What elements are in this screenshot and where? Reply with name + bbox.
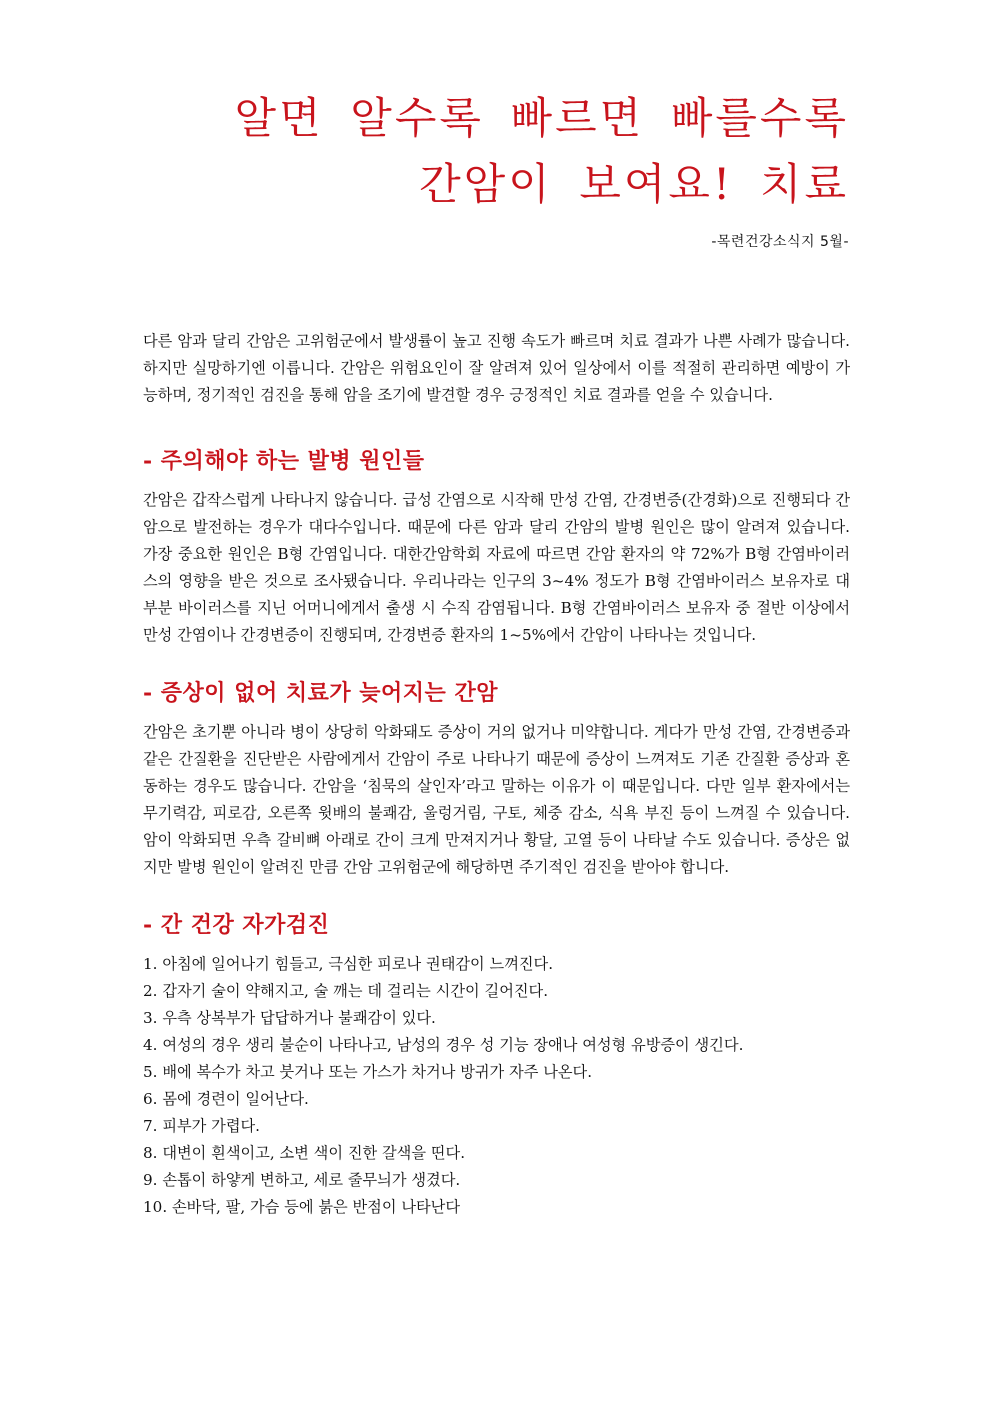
section-body-symptoms: 간암은 초기뿐 아니라 병이 상당히 악화돼도 증상이 거의 없거나 미약합니다. 게다가 만성 간염, 간경변증과 같은 간질환을 진단받은 사람에게서 간암이 주로 나타나기 때문에 증상이 느껴져도 기존 간질환 증상과 혼동하는 경우도 많습니다. 간암을 ‘침묵의 살인자’라고 말하는 이유가 이 때문입니다. 다만 일부 환자에서는 무기력감, 피로감, 오른쪽 윗배의 불쾌감, 울렁거림, 구토, 체중 감소, 식욕 부진 등이 느껴질 수 있습니다. 암이 악화되면 우측 갈비뼈 아래로 간이 크게 만져지거나 황달, 고열 등이 나타날 수도 있습니다. 증상은 없지만 발병 원인이 알려진 만큼 간암 고위험군에 해당하면 주기적인 검진을 받아야 합니다. [143, 723, 850, 876]
section-heading-symptoms: - 증상이 없어 치료가 늦어지는 간암 [143, 680, 498, 706]
list-item: 7. 피부가 가렵다. [143, 1117, 261, 1135]
title-line-2: 간암이 보여요! 치료 [419, 160, 849, 210]
self-check-list [143, 951, 850, 1221]
list-item: 1. 아침에 일어나기 힘들고, 극심한 피로나 권태감이 느껴진다. [143, 955, 554, 973]
intro-paragraph: 다른 암과 달리 간암은 고위험군에서 발생률이 높고 진행 속도가 빠르며 치료 결과가 나쁜 사례가 많습니다. 하지만 실망하기엔 이릅니다. 간암은 위험요인이 잘 알려져 있어 일상에서 이를 적절히 관리하면 예방이 가능하며, 정기적인 검진을 통해 암을 조기에 발견할 경우 긍정적인 치료 결과를 얻을 수 있습니다. [143, 332, 850, 404]
section-heading-self-check: - 간 건강 자가검진 [143, 912, 330, 938]
list-item: 5. 배에 복수가 차고 붓거나 또는 가스가 차거나 방귀가 자주 나온다. [143, 1063, 593, 1081]
section-heading-causes: - 주의해야 하는 발병 원인들 [143, 448, 425, 474]
title-block [149, 86, 849, 218]
list-item: 8. 대변이 흰색이고, 소변 색이 진한 갈색을 띤다. [143, 1144, 466, 1162]
list-item: 10. 손바닥, 팔, 가슴 등에 붉은 반점이 나타난다 [143, 1198, 461, 1216]
list-item: 3. 우측 상복부가 답답하거나 불쾌감이 있다. [143, 1009, 436, 1027]
list-item: 2. 갑자기 술이 약해지고, 술 깨는 데 걸리는 시간이 길어진다. [143, 982, 549, 1000]
list-item: 9. 손톱이 하얗게 변하고, 세로 줄무늬가 생겼다. [143, 1171, 461, 1189]
list-item: 4. 여성의 경우 생리 불순이 나타나고, 남성의 경우 성 기능 장애나 여성형 유방증이 생긴다. [143, 1036, 744, 1054]
title-line-1: 알면 알수록 빠르면 빠를수록 [234, 94, 849, 144]
section-body-causes: 간암은 갑작스럽게 나타나지 않습니다. 급성 간염으로 시작해 만성 간염, 간경변증(간경화)으로 진행되다 간암으로 발전하는 경우가 대다수입니다. 때문에 다른 암과 달리 간암의 발병 원인은 많이 알려져 있습니다. 가장 중요한 원인은 B형 간염입니다. 대한간암학회 자료에 따르면 간암 환자의 약 72%가 B형 간염바이러스의 영향을 받은 것으로 조사됐습니다. 우리나라는 인구의 3~4% 정도가 B형 간염바이러스 보유자로 대부분 바이러스를 지닌 어머니에게서 출생 시 수직 감염됩니다. B형 간염바이러스 보유자 중 절반 이상에서 만성 간염이나 간경변증이 진행되며, 간경변증 환자의 1~5%에서 간암이 나타나는 것입니다. [143, 491, 850, 644]
source-note: -목련건강소식지 5월- [711, 234, 849, 250]
list-item: 6. 몸에 경련이 일어난다. [143, 1090, 309, 1108]
article-body [143, 328, 850, 1221]
